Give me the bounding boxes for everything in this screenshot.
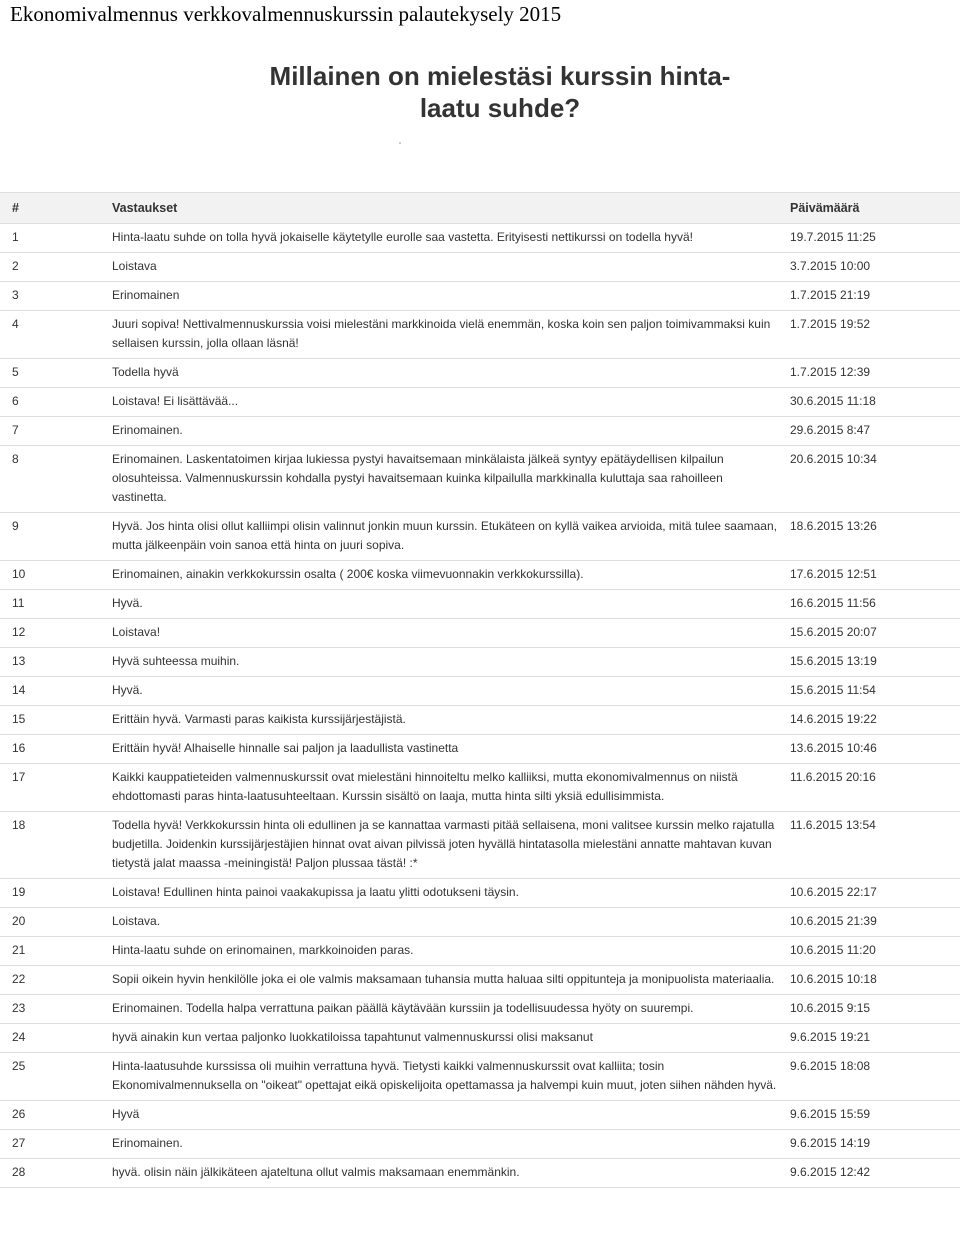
row-answer: Erinomainen. — [112, 1130, 790, 1159]
row-date: 13.6.2015 10:46 — [790, 735, 960, 764]
row-number: 16 — [0, 735, 112, 764]
question-line-2: laatu suhde? — [419, 93, 581, 123]
row-answer: Juuri sopiva! Nettivalmennuskurssia voisi mielestäni markkinoida vielä enemmän, koska koin sen paljon toimivammaksi kuin sellaisen kurssin, jolla ollaan läsnä! — [112, 311, 790, 359]
answers-table-body — [0, 224, 960, 1188]
row-number: 21 — [0, 937, 112, 966]
row-number: 23 — [0, 995, 112, 1024]
row-answer: Loistava — [112, 253, 790, 282]
row-number: 24 — [0, 1024, 112, 1053]
row-date: 15.6.2015 13:19 — [790, 648, 960, 677]
row-number: 11 — [0, 590, 112, 619]
row-answer: Hyvä suhteessa muihin. — [112, 648, 790, 677]
row-date: 29.6.2015 8:47 — [790, 417, 960, 446]
row-date: 18.6.2015 13:26 — [790, 513, 960, 561]
row-answer: Hinta-laatu suhde on erinomainen, markkoinoiden paras. — [112, 937, 790, 966]
row-answer: Hyvä. — [112, 677, 790, 706]
row-number: 6 — [0, 388, 112, 417]
table-row — [0, 937, 960, 966]
row-date: 9.6.2015 14:19 — [790, 1130, 960, 1159]
table-row — [0, 1130, 960, 1159]
table-row — [0, 812, 960, 879]
header-date: Päivämäärä — [790, 193, 960, 224]
table-row — [0, 224, 960, 253]
row-date: 17.6.2015 12:51 — [790, 561, 960, 590]
row-date: 15.6.2015 11:54 — [790, 677, 960, 706]
table-row — [0, 1101, 960, 1130]
row-number: 18 — [0, 812, 112, 879]
row-date: 9.6.2015 12:42 — [790, 1159, 960, 1188]
table-row — [0, 966, 960, 995]
row-answer: Erinomainen. Todella halpa verrattuna paikan päällä käytävään kurssiin ja todellisuudessa hyöty on suurempi. — [112, 995, 790, 1024]
row-answer: Todella hyvä! Verkkokurssin hinta oli edullinen ja se kannattaa varmasti pitää sellaisena, moni valitsee kurssin melko rajatulla budjetilla. Joidenkin kurssijärjestäjien hinnat ovat aivan pilvissä joten hyvällä hintatasolla mielestäni annatte mahtavan kuvan tietystä jalat maassa -meiningistä! Paljon plussaa tästä! :* — [112, 812, 790, 879]
table-row — [0, 619, 960, 648]
row-number: 12 — [0, 619, 112, 648]
row-date: 1.7.2015 19:52 — [790, 311, 960, 359]
table-row — [0, 995, 960, 1024]
table-row — [0, 253, 960, 282]
row-answer: Erittäin hyvä. Varmasti paras kaikista kurssijärjestäjistä. — [112, 706, 790, 735]
table-row — [0, 764, 960, 812]
row-number: 15 — [0, 706, 112, 735]
row-answer: Sopii oikein hyvin henkilölle joka ei ole valmis maksamaan tuhansia mutta haluaa silti oppitunteja ja monipuolista materiaalia. — [112, 966, 790, 995]
table-row — [0, 735, 960, 764]
row-number: 8 — [0, 446, 112, 513]
row-number: 20 — [0, 908, 112, 937]
row-answer: Loistava! — [112, 619, 790, 648]
table-row — [0, 648, 960, 677]
table-row — [0, 590, 960, 619]
row-number: 14 — [0, 677, 112, 706]
row-answer: hyvä ainakin kun vertaa paljonko luokkatiloissa tapahtunut valmennuskurssi olisi maksanut — [112, 1024, 790, 1053]
row-answer: Hyvä. Jos hinta olisi ollut kalliimpi olisin valinnut jonkin muun kurssin. Etukäteen on kyllä vaikea arvioida, mitä tulee saamaan, mutta jälkeenpäin voin sanoa että hinta on juuri sopiva. — [112, 513, 790, 561]
row-date: 20.6.2015 10:34 — [790, 446, 960, 513]
row-date: 15.6.2015 20:07 — [790, 619, 960, 648]
row-answer: Erinomainen. Laskentatoimen kirjaa lukiessa pystyi havaitsemaan minkälaista jälkeä syntyy epätäydellisen kilpailun olosuhteissa. Valmennuskurssin kohdalla pystyi havaitsemaan kuinka kilpailulla markkinalla kuluttaja saa rahoilleen vastinetta. — [112, 446, 790, 513]
row-answer: Kaikki kauppatieteiden valmennuskurssit ovat mielestäni hinnoiteltu melko kalliiksi, mutta ekonomivalmennus on niistä ehdottomasti paras hinta-laatusuhteeltaan. Kurssin sisältö on laaja, mutta hinta silti yksiä edullisimmista. — [112, 764, 790, 812]
row-number: 4 — [0, 311, 112, 359]
table-row — [0, 561, 960, 590]
question-line-1: Millainen on mielestäsi kurssin hinta- — [269, 61, 731, 91]
row-number: 27 — [0, 1130, 112, 1159]
row-number: 19 — [0, 879, 112, 908]
row-number: 25 — [0, 1053, 112, 1101]
row-date: 10.6.2015 21:39 — [790, 908, 960, 937]
table-row — [0, 513, 960, 561]
row-date: 10.6.2015 10:18 — [790, 966, 960, 995]
table-row — [0, 1024, 960, 1053]
row-date: 9.6.2015 19:21 — [790, 1024, 960, 1053]
table-row — [0, 388, 960, 417]
row-number: 2 — [0, 253, 112, 282]
row-number: 5 — [0, 359, 112, 388]
table-row — [0, 1159, 960, 1188]
row-answer: Todella hyvä — [112, 359, 790, 388]
table-header-row — [0, 193, 960, 224]
row-answer: hyvä. olisin näin jälkikäteen ajateltuna ollut valmis maksamaan enemmänkin. — [112, 1159, 790, 1188]
table-row — [0, 311, 960, 359]
table-row — [0, 706, 960, 735]
row-number: 1 — [0, 224, 112, 253]
table-row — [0, 677, 960, 706]
row-number: 26 — [0, 1101, 112, 1130]
table-row — [0, 359, 960, 388]
row-number: 3 — [0, 282, 112, 311]
answers-table — [0, 192, 960, 1188]
row-answer: Hyvä — [112, 1101, 790, 1130]
question-heading — [260, 60, 740, 124]
row-number: 9 — [0, 513, 112, 561]
row-number: 28 — [0, 1159, 112, 1188]
row-answer: Hinta-laatu suhde on tolla hyvä jokaiselle käytetylle eurolle saa vastetta. Erityisesti nettikurssi on todella hyvä! — [112, 224, 790, 253]
row-answer: Loistava. — [112, 908, 790, 937]
row-date: 10.6.2015 11:20 — [790, 937, 960, 966]
row-number: 22 — [0, 966, 112, 995]
table-row — [0, 282, 960, 311]
decorative-dot — [399, 142, 401, 144]
row-answer: Hinta-laatusuhde kurssissa oli muihin verrattuna hyvä. Tietysti kaikki valmennuskurssit ovat kalliita; tosin Ekonomivalmennuksella on "oikeat" opettajat eikä opiskelijoita opettamassa ja halvempi kuin muut, joten siihen nähden hyvä. — [112, 1053, 790, 1101]
row-date: 19.7.2015 11:25 — [790, 224, 960, 253]
row-number: 13 — [0, 648, 112, 677]
row-date: 14.6.2015 19:22 — [790, 706, 960, 735]
row-number: 10 — [0, 561, 112, 590]
document-title: Ekonomivalmennus verkkovalmennuskurssin palautekysely 2015 — [10, 2, 562, 26]
table-row — [0, 1053, 960, 1101]
row-answer: Loistava! Edullinen hinta painoi vaakakupissa ja laatu ylitti odotukseni täysin. — [112, 879, 790, 908]
row-date: 16.6.2015 11:56 — [790, 590, 960, 619]
row-date: 9.6.2015 15:59 — [790, 1101, 960, 1130]
table-row — [0, 879, 960, 908]
row-date: 11.6.2015 20:16 — [790, 764, 960, 812]
row-date: 10.6.2015 9:15 — [790, 995, 960, 1024]
row-date: 1.7.2015 21:19 — [790, 282, 960, 311]
row-number: 17 — [0, 764, 112, 812]
row-answer: Erinomainen, ainakin verkkokurssin osalta ( 200€ koska viimevuonnakin verkkokurssilla). — [112, 561, 790, 590]
row-date: 3.7.2015 10:00 — [790, 253, 960, 282]
row-date: 10.6.2015 22:17 — [790, 879, 960, 908]
row-answer: Erittäin hyvä! Alhaiselle hinnalle sai paljon ja laadullista vastinetta — [112, 735, 790, 764]
header-number: # — [0, 193, 112, 224]
row-date: 11.6.2015 13:54 — [790, 812, 960, 879]
row-date: 1.7.2015 12:39 — [790, 359, 960, 388]
row-number: 7 — [0, 417, 112, 446]
header-answers: Vastaukset — [112, 193, 790, 224]
table-row — [0, 417, 960, 446]
row-answer: Erinomainen — [112, 282, 790, 311]
row-answer: Loistava! Ei lisättävää... — [112, 388, 790, 417]
row-date: 30.6.2015 11:18 — [790, 388, 960, 417]
table-row — [0, 908, 960, 937]
row-answer: Hyvä. — [112, 590, 790, 619]
row-answer: Erinomainen. — [112, 417, 790, 446]
row-date: 9.6.2015 18:08 — [790, 1053, 960, 1101]
table-row — [0, 446, 960, 513]
